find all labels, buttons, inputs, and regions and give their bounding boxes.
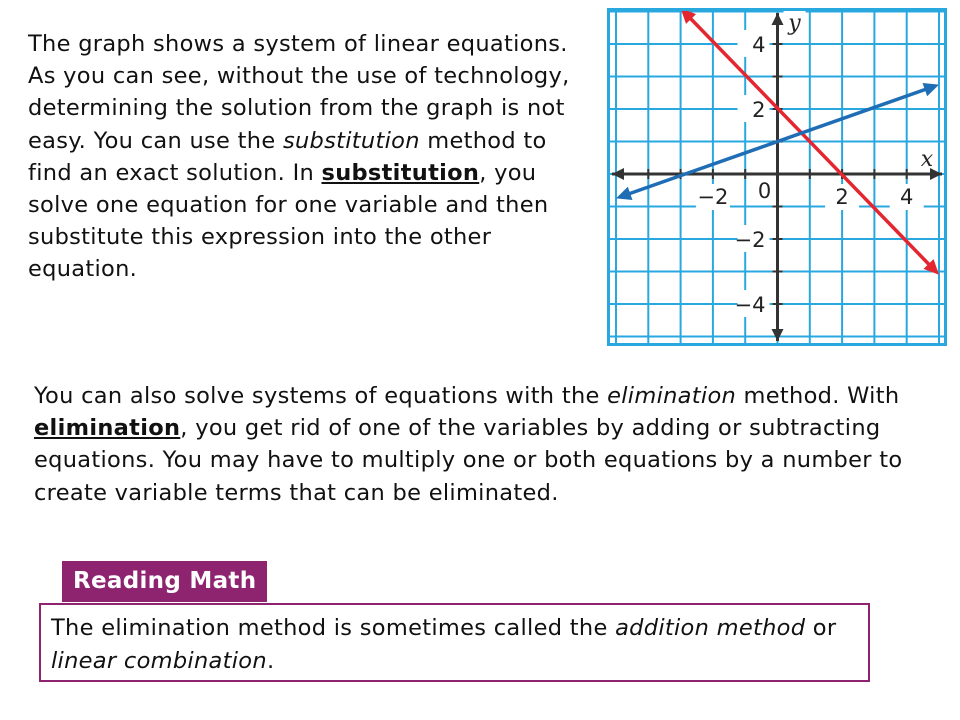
emphasis-term: elimination: [607, 383, 737, 409]
text-segment: , you solve one equation for one variable and then substitute this expression into the other equation.: [28, 159, 549, 283]
text-segment: , you get rid of one of the variables by adding or subtracting equations. You may have to multiply one or both equations by a number to create variable terms that can be eliminated.: [34, 415, 903, 506]
x-tick-label: −2: [697, 185, 729, 209]
text-segment: method. With: [736, 383, 900, 409]
text-segment: .: [266, 647, 275, 674]
reading-math-text: [51, 612, 868, 677]
emphasis-term: addition method: [615, 615, 806, 641]
vocab-term: substitution: [321, 159, 480, 186]
x-axis-label: x: [920, 147, 934, 172]
origin-label: 0: [757, 179, 772, 203]
y-tick-label: 2: [752, 98, 766, 122]
substitution-paragraph: [28, 28, 573, 286]
emphasis-term: substitution: [282, 127, 420, 154]
text-segment: The elimination method is sometimes called the: [51, 615, 616, 641]
y-tick-label: −4: [734, 293, 766, 317]
coordinate-graph: [607, 8, 947, 346]
reading-math-box: [39, 603, 870, 682]
elimination-paragraph: [34, 380, 934, 509]
blue-line-arrowhead: [616, 187, 632, 200]
text-segment: The graph shows a system of linear equations. As you can see, without the use of technology, determining the solution from the graph is not easy. You can use the: [28, 31, 570, 154]
y-tick-label: −2: [734, 228, 766, 252]
y-tick-label: 4: [752, 33, 766, 57]
x-tick-label: 4: [900, 185, 914, 209]
blue-line-arrowhead: [923, 83, 939, 96]
text-segment: or: [805, 615, 837, 641]
y-axis-label: y: [788, 11, 801, 36]
text-segment: You can also solve systems of equations with the: [34, 383, 608, 409]
emphasis-term: linear combination: [51, 647, 267, 674]
y-axis-arrow-down: [772, 329, 784, 341]
vocab-term: elimination: [34, 415, 181, 442]
graph-canvas: [610, 11, 944, 343]
x-tick-label: 2: [835, 185, 849, 209]
x-axis-arrow-left: [612, 168, 624, 180]
y-axis-arrow-up: [772, 13, 784, 25]
text-segment: method to find an exact solution. In: [28, 127, 547, 186]
reading-math-label: Reading Math: [62, 561, 267, 602]
